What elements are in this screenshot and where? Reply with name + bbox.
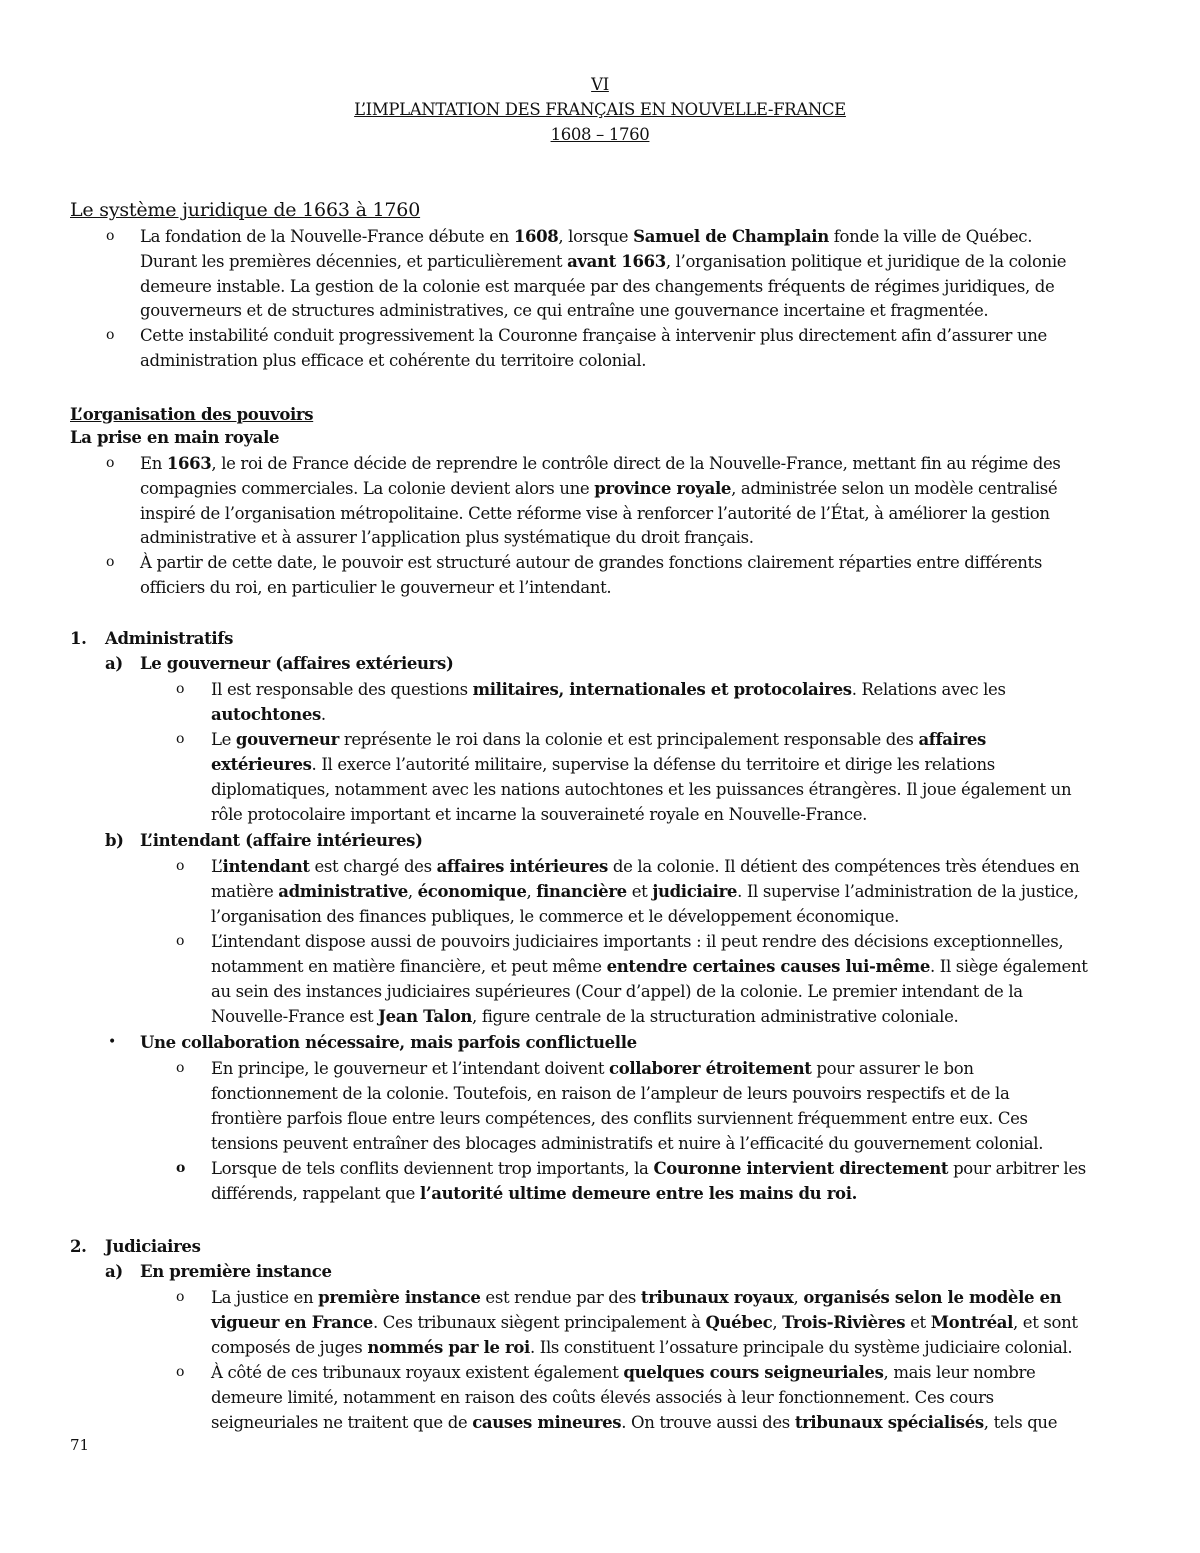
bold-text: Trois-Rivières: [782, 1313, 906, 1332]
text-line: [211, 1410, 1057, 1435]
text-segment: est rendue par des: [480, 1288, 641, 1307]
hollow-bullet-icon: o: [176, 933, 185, 949]
bold-text: économique: [417, 882, 527, 901]
text-segment: , administrée selon un modèle centralisé: [731, 478, 1058, 498]
text-segment: compagnies commerciales. La colonie devient alors une: [140, 478, 595, 498]
bold-text: tribunaux royaux: [640, 1288, 794, 1307]
text-segment: Lorsque de tels conflits deviennent trop importants, la: [211, 1159, 654, 1178]
text-segment: , figure centrale de la structuration administrative coloniale.: [472, 1007, 959, 1026]
text-segment: de la colonie. Il détient des compétences très étendues en: [607, 857, 1080, 876]
text-segment: ,: [407, 882, 418, 901]
bold-text: affaires intérieures: [436, 857, 608, 876]
text-segment: , le roi de France décide de reprendre le contrôle direct de la Nouvelle-France, mettant fin au régime des: [211, 454, 1061, 473]
text-line: [211, 1004, 958, 1029]
text-line: [140, 501, 1050, 526]
text-segment: , mais leur nombre: [883, 1363, 1036, 1382]
text-segment: demeure instable. La gestion de la colonie est marquée par des changements fréquents de régimes juridiques, de: [140, 276, 1055, 296]
hollow-bullet-icon: o: [176, 858, 185, 874]
text-line: [211, 1156, 1086, 1181]
text-segment: et: [626, 882, 653, 901]
text-segment: , tels que: [983, 1413, 1058, 1432]
hollow-bullet-icon: o: [176, 731, 185, 747]
bold-text: Jean Talon: [378, 1007, 473, 1026]
text-segment: représente le roi dans la colonie et est principalement responsable des: [338, 730, 919, 749]
solid-bullet-icon: •: [108, 1034, 117, 1050]
text-segment: diplomatiques, notamment avec les nations autochtones et les puissances étrangères. Il joue également un: [211, 780, 1072, 799]
list-number-judiciaires: 2.: [70, 1237, 87, 1256]
text-line: [211, 904, 899, 929]
text-segment: demeure limité, notamment en raison des coûts élevés associés à leur fonctionnement. Ces cours: [211, 1388, 994, 1407]
hollow-bullet-icon: o: [176, 1364, 185, 1380]
text-line: [211, 1335, 1072, 1360]
text-segment: À partir de cette date, le pouvoir est structuré autour de grandes fonctions clairement réparties entre différents: [140, 553, 1042, 573]
text-line: [140, 575, 611, 600]
heading-intendant: L’intendant (affaire intérieures): [140, 831, 423, 850]
section-heading-organisation: L’organisation des pouvoirs: [70, 405, 314, 424]
text-line: [211, 777, 1071, 802]
bold-text: province royale: [594, 478, 732, 498]
bold-text: administrative: [278, 882, 408, 901]
text-line: [211, 1285, 1061, 1310]
period-subtitle: 1608 – 1760: [550, 125, 650, 144]
text-segment: . On trouve aussi des: [621, 1413, 795, 1432]
hollow-bullet-icon: o: [106, 327, 115, 344]
text-line: [211, 954, 1088, 979]
text-line: [211, 979, 1023, 1004]
bold-text: avant 1663: [567, 251, 666, 271]
heading-administratifs: Administratifs: [105, 629, 234, 648]
text-segment: En principe, le gouverneur et l’intendant doivent: [211, 1059, 609, 1078]
bold-text: Québec: [705, 1313, 773, 1332]
bold-text: collaborer étroitement: [609, 1059, 812, 1078]
text-line: [140, 323, 1047, 348]
text-segment: fonctionnement de la colonie. Toutefois, en raison de l’ampleur de leurs pouvoirs respectifs et de la: [211, 1084, 1010, 1103]
text-segment: , lorsque: [558, 227, 634, 246]
text-segment: gouverneurs et de structures administratives, ce qui entraîne une gouvernance incertaine et fragmentée.: [140, 301, 989, 321]
text-line: [211, 1081, 1009, 1106]
page-number: 71: [70, 1436, 90, 1454]
list-number-administratifs: 1.: [70, 629, 87, 648]
text-line: [211, 1310, 1078, 1335]
text-segment: Cette instabilité conduit progressivement la Couronne française à intervenir plus directement afin d’assurer une: [140, 326, 1047, 346]
bold-text: causes mineures: [472, 1413, 622, 1432]
text-segment: tensions peuvent entraîner des blocages administratifs et nuire à l’efficacité du gouvernement colonial.: [211, 1134, 1044, 1153]
text-segment: seigneuriales ne traitent que de: [211, 1413, 473, 1432]
text-segment: frontière parfois floue entre leurs compétences, des conflits surviennent fréquemment entre eux. Ces: [211, 1109, 1028, 1128]
label-b-intendant: b): [105, 831, 124, 850]
bold-text: vigueur en France: [211, 1313, 373, 1332]
bold-text: entendre certaines causes lui-même: [606, 957, 931, 976]
text-segment: l’organisation des finances publiques, le commerce et le développement économique.: [211, 907, 900, 926]
text-segment: ,: [526, 882, 537, 901]
heading-judiciaires: Judiciaires: [105, 1237, 201, 1256]
hollow-bullet-icon: o: [106, 554, 115, 571]
text-segment: La fondation de la Nouvelle-France débute en: [140, 227, 514, 246]
text-segment: pour arbitrer les: [948, 1159, 1086, 1178]
hollow-bullet-icon: o: [106, 228, 115, 244]
section-heading-systeme-juridique: Le système juridique de 1663 à 1760: [70, 199, 421, 221]
text-segment: . Il exerce l’autorité militaire, supervise la défense du territoire et dirige les relations: [311, 755, 995, 774]
bold-text: Samuel de Champlain: [633, 227, 829, 246]
text-segment: est chargé des: [309, 857, 437, 876]
text-segment: .: [320, 705, 326, 724]
text-segment: et: [905, 1313, 931, 1332]
text-line: [140, 525, 754, 550]
text-segment: Durant les premières décennies, et particulièrement: [140, 251, 568, 271]
heading-premiere-instance: En première instance: [140, 1262, 332, 1281]
subheading-prise-en-main: La prise en main royale: [70, 428, 280, 447]
chapter-number: VI: [591, 75, 609, 94]
text-segment: ,: [772, 1313, 783, 1332]
text-line: [140, 550, 1042, 575]
hollow-bullet-icon: o: [176, 1160, 186, 1176]
text-segment: matière: [211, 882, 279, 901]
text-line: [140, 476, 1057, 501]
bold-text: Montréal: [930, 1313, 1013, 1332]
bold-text: première instance: [318, 1288, 481, 1307]
text-segment: notamment en matière financière, et peut même: [211, 957, 607, 976]
text-segment: différends, rappelant que: [211, 1184, 420, 1203]
text-segment: Nouvelle-France est: [211, 1007, 379, 1026]
text-segment: fonde la ville de Québec.: [828, 227, 1033, 246]
heading-gouverneur: Le gouverneur (affaires extérieurs): [140, 654, 454, 673]
label-a-premiere-instance: a): [105, 1262, 123, 1281]
text-line: [211, 1056, 974, 1081]
text-segment: rôle protocolaire important et incarne la souveraineté royale en Nouvelle-France.: [211, 805, 868, 824]
bold-text: Couronne intervient directement: [653, 1159, 949, 1178]
hollow-bullet-icon: o: [176, 681, 185, 697]
text-line: [211, 802, 867, 827]
text-segment: . Relations avec les: [851, 680, 1006, 699]
bold-text: tribunaux spécialisés: [794, 1413, 984, 1432]
hollow-bullet-icon: o: [176, 1060, 185, 1076]
hollow-bullet-icon: o: [176, 1289, 185, 1305]
hollow-bullet-icon: o: [106, 455, 115, 471]
text-segment: officiers du roi, en particulier le gouverneur et l’intendant.: [140, 578, 612, 597]
text-line: [211, 854, 1079, 879]
bold-text: judiciaire: [652, 882, 738, 901]
text-segment: , l’organisation politique et juridique de la colonie: [665, 251, 1067, 271]
bold-text: extérieures: [211, 755, 312, 774]
text-segment: pour assurer le bon: [811, 1059, 974, 1078]
text-line: [211, 752, 995, 777]
bold-text: autochtones: [211, 705, 321, 724]
text-segment: La justice en: [211, 1288, 319, 1307]
text-segment: composés de juges: [211, 1338, 368, 1357]
text-segment: au sein des instances judiciaires supérieures (Cour d’appel) de la colonie. Le premier intendant de la: [211, 982, 1023, 1001]
bold-text: quelques cours seigneuriales: [623, 1363, 884, 1382]
label-a-gouverneur: a): [105, 654, 123, 673]
text-line: [211, 879, 1078, 904]
text-segment: . Ces tribunaux siègent principalement à: [372, 1313, 706, 1332]
bold-text: organisés selon le modèle en: [803, 1288, 1062, 1307]
text-segment: À côté de ces tribunaux royaux existent également: [211, 1363, 624, 1382]
text-segment: . Il supervise l’administration de la justice,: [737, 882, 1079, 901]
bold-text: 1663: [166, 454, 212, 473]
bold-text: intendant: [222, 857, 310, 876]
text-segment: administrative et à assurer l’application plus systématique du droit français.: [140, 528, 754, 548]
text-segment: Le: [211, 730, 236, 749]
text-line: [211, 929, 1063, 954]
text-line: [140, 298, 988, 323]
bold-text: financière: [536, 882, 627, 901]
bold-text: 1608: [513, 227, 559, 246]
text-segment: L’intendant dispose aussi de pouvoirs judiciaires importants : il peut rendre des décisions exceptionnelles,: [211, 932, 1064, 951]
page-title: L’IMPLANTATION DES FRANÇAIS EN NOUVELLE-FRANCE: [354, 100, 846, 119]
text-segment: inspiré de l’organisation métropolitaine. Cette réforme vise à renforcer l’autorité de l’État, à améliorer la gestion: [140, 503, 1050, 523]
bold-text: nommés par le roi: [367, 1338, 530, 1357]
text-segment: ,: [793, 1288, 804, 1307]
text-line: [211, 1181, 857, 1206]
text-segment: L’: [211, 857, 223, 876]
text-line: [140, 451, 1061, 476]
text-segment: administration plus efficace et cohérente du territoire colonial.: [140, 351, 647, 370]
text-segment: . Il siège également: [930, 957, 1088, 976]
bold-text: affaires: [918, 730, 986, 749]
heading-collaboration: Une collaboration nécessaire, mais parfois conflictuelle: [140, 1033, 637, 1052]
text-line: [211, 702, 326, 727]
text-line: [211, 677, 1006, 702]
text-segment: En: [140, 454, 167, 473]
text-line: [211, 1385, 994, 1410]
text-line: [211, 1131, 1043, 1156]
text-line: [140, 274, 1054, 299]
text-line: [211, 1360, 1035, 1385]
bold-text: gouverneur: [235, 730, 339, 749]
text-line: [140, 224, 1032, 249]
text-line: [211, 1106, 1028, 1131]
bold-text: l’autorité ultime demeure entre les mains du roi.: [419, 1184, 858, 1203]
text-segment: . Ils constituent l’ossature principale du système judiciaire colonial.: [529, 1338, 1073, 1357]
text-line: [211, 727, 986, 752]
bold-text: militaires, internationales et protocolaires: [472, 680, 852, 699]
text-segment: Il est responsable des questions: [211, 680, 473, 699]
text-line: [140, 348, 646, 373]
text-segment: , et sont: [1013, 1313, 1078, 1332]
text-line: [140, 249, 1066, 274]
